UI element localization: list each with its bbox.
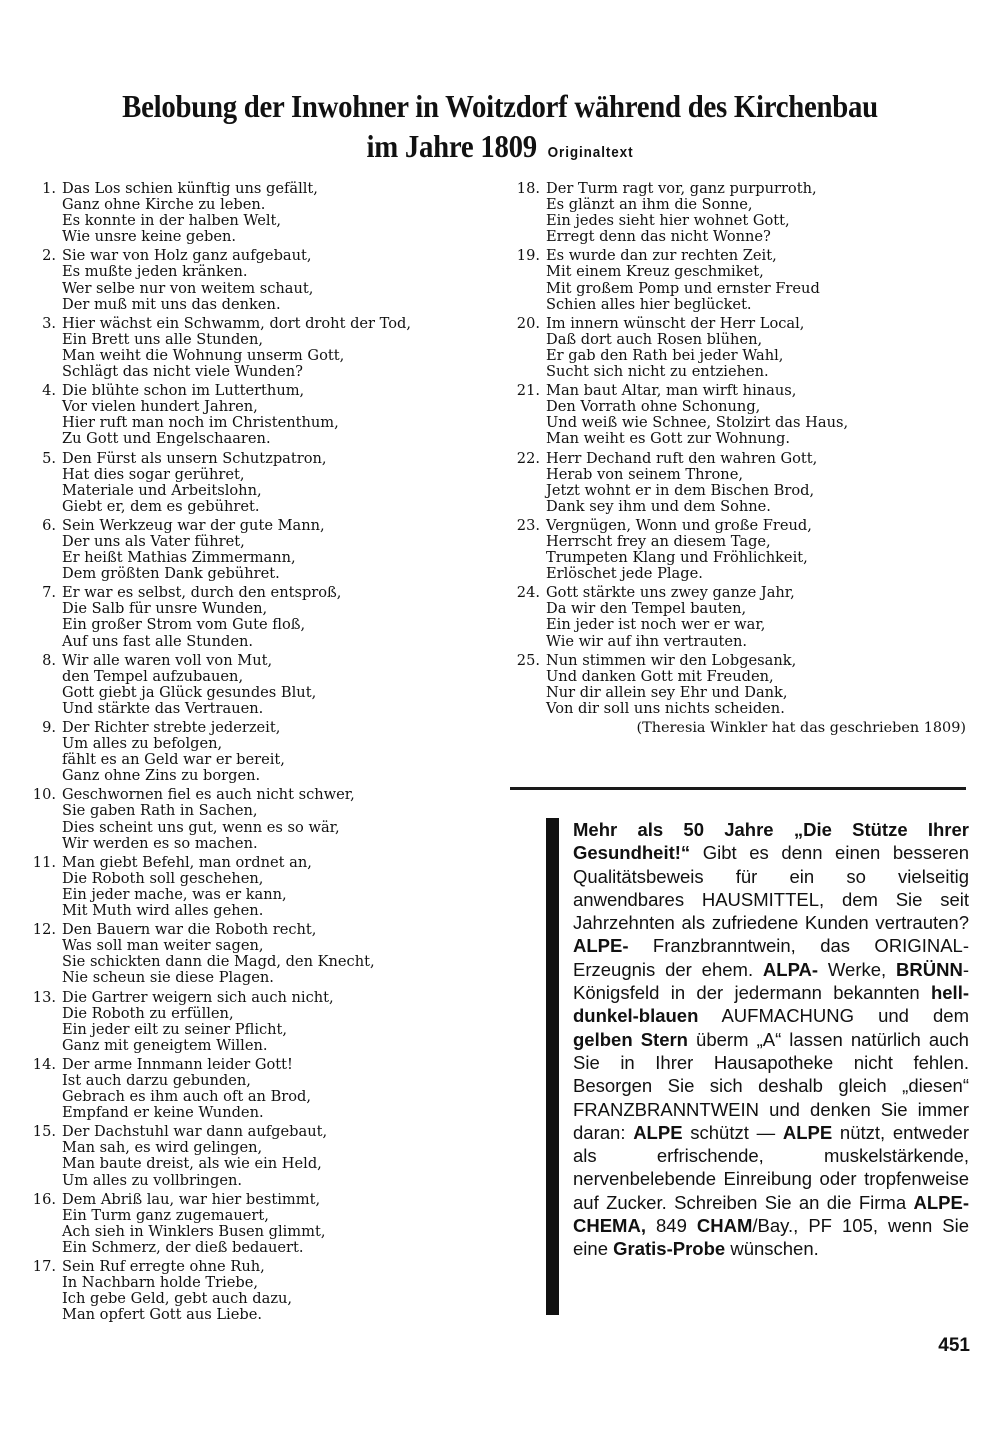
verse-line: Vor vielen hundert Jahren, <box>62 398 258 416</box>
verse-line: Was soll man weiter sagen, <box>62 937 264 955</box>
ad-bold-segment: CHAM <box>696 1215 753 1237</box>
verse-line: Sein Ruf erregte ohne Ruh, <box>62 1258 265 1275</box>
stanza-lines <box>62 1057 492 1121</box>
verse-line: Den Fürst als unsern Schutzpatron, <box>62 449 327 467</box>
stanza-number: 5. <box>42 449 56 467</box>
verse-line: Herrscht frey an diesem Tage, <box>546 532 771 550</box>
stanza-number: 19. <box>516 247 540 265</box>
stanza-number: 4. <box>42 382 56 400</box>
verse-line: Ein Turm ganz zugemauert, <box>62 1206 269 1224</box>
stanza <box>22 451 492 515</box>
stanza-number: 10. <box>32 786 56 804</box>
stanza <box>22 990 492 1054</box>
verse-line: Hier ruft man noch im Christenthum, <box>62 414 339 432</box>
stanza-number: 12. <box>32 921 56 939</box>
stanza-lines <box>62 1259 492 1323</box>
verse-line: Trumpeten Klang und Fröhlichkeit, <box>546 549 808 567</box>
verse-line: Die Salb für unsre Wunden, <box>62 600 268 618</box>
verse-line: Giebt er, dem es gebühret. <box>62 497 260 515</box>
ad-text-segment: 849 <box>645 1215 697 1237</box>
stanza-number: 6. <box>42 516 56 534</box>
stanza-number: 3. <box>42 314 56 332</box>
verse-line: Man baut Altar, man wirft hinaus, <box>546 382 797 400</box>
stanza-number: 1. <box>42 180 56 197</box>
ad-bold-segment: hell-dunkel-blauen <box>573 982 969 1027</box>
stanza-lines <box>62 248 492 312</box>
stanza <box>22 922 492 986</box>
verse-line: Auf uns fast alle Stunden. <box>62 632 253 650</box>
verse-line: Man baute dreist, als wie ein Held, <box>62 1155 322 1173</box>
verse-line: Man sah, es wird gelingen, <box>62 1139 263 1157</box>
verse-line: Die Gartrer weigern sich auch nicht, <box>62 988 334 1006</box>
verse-line: Erlöschet jede Plage. <box>546 565 703 583</box>
stanza <box>506 451 970 515</box>
verse-line: Es wurde dan zur rechten Zeit, <box>546 247 777 265</box>
stanza-number: 8. <box>42 651 56 669</box>
verse-line: Der muß mit uns das denken. <box>62 295 281 313</box>
stanza <box>22 181 492 245</box>
verse-line: Der uns als Vater führet, <box>62 532 245 550</box>
stanza <box>506 383 970 447</box>
verse-line: Ein großer Strom vom Gute floß, <box>62 616 306 634</box>
stanza-lines <box>62 518 492 582</box>
verse-line: Die blühte schon im Lutterthum, <box>62 382 305 400</box>
verse-line: Nur dir allein sey Ehr und Dank, <box>546 683 788 701</box>
stanza-number: 13. <box>32 988 56 1006</box>
stanza-lines <box>62 181 492 245</box>
verse-line: Schlägt das nicht viele Wunden? <box>62 363 303 381</box>
stanza <box>22 383 492 447</box>
stanza-number: 11. <box>32 853 56 871</box>
stanza-number: 14. <box>32 1055 56 1073</box>
stanza-lines <box>546 518 970 582</box>
stanza-lines <box>546 181 970 245</box>
stanza-lines <box>62 990 492 1054</box>
stanza-lines <box>546 316 970 380</box>
poem-column-right <box>506 181 970 736</box>
verse-line: Es konnte in der halben Welt, <box>62 212 282 230</box>
verse-line: Ganz ohne Zins zu borgen. <box>62 767 261 785</box>
stanza-number: 15. <box>32 1123 56 1141</box>
stanza <box>22 248 492 312</box>
stanza <box>22 720 492 784</box>
page-title <box>50 86 950 173</box>
stanza-lines <box>546 248 970 312</box>
verse-line: Die Roboth zu erfüllen, <box>62 1004 234 1022</box>
stanza <box>506 518 970 582</box>
stanza-lines <box>62 1192 492 1256</box>
verse-line: Ein Brett uns alle Stunden, <box>62 330 263 348</box>
stanza-lines <box>62 585 492 649</box>
verse-line: Ein jeder mache, was er kann, <box>62 885 287 903</box>
verse-line: Man giebt Befehl, man ordnet an, <box>62 853 312 871</box>
verse-line: Wie wir auf ihn vertrauten. <box>546 632 748 650</box>
ad-text-segment: Gibt es denn einen besseren Qualitätsbeweis für ein so vielseitig anwendbares HAUSMITTEL, dem Sie seit Jahrzehnten als zufriedene Kunden vertrauten? <box>573 842 969 934</box>
stanza-lines <box>62 1124 492 1188</box>
ad-side-bar <box>546 818 559 1315</box>
verse-line: Hat dies sogar gerühret, <box>62 465 245 483</box>
stanza <box>22 787 492 851</box>
stanza <box>22 1259 492 1323</box>
stanza-lines <box>546 383 970 447</box>
stanza-lines <box>62 855 492 919</box>
stanza-number: 25. <box>516 651 540 669</box>
verse-line: Ein Schmerz, der dieß bedauert. <box>62 1238 304 1256</box>
ad-text-segment: nützt, entweder als erfrischende, muskelstärkende, nervenbelebende Einreibung oder tropfenweise auf Zucker. Schreiben Sie an die Firma <box>573 1121 969 1213</box>
ad-text-segment: überm „A“ lassen natürlich auch Sie in Ihrer Hausapotheke nicht fehlen. Besorgen Sie sich deshalb gleich „diesen“ FRANZBRANNTWEIN und denken Sie immer daran: <box>573 1028 969 1143</box>
verse-line: Den Bauern war die Roboth recht, <box>62 921 317 939</box>
verse-line: Hier wächst ein Schwamm, dort droht der Tod, <box>62 314 412 332</box>
verse-line: Mit großem Pomp und ernster Freud <box>546 279 820 297</box>
ad-text-segment: AUFMACHUNG und dem <box>698 1005 969 1027</box>
verse-line: Da wir den Tempel bauten, <box>546 600 747 618</box>
stanza-number: 23. <box>516 516 540 534</box>
stanza <box>22 585 492 649</box>
ad-text-segment: /Bay., PF 105, wenn Sie eine <box>573 1215 969 1260</box>
verse-line: den Tempel aufzubauen, <box>62 667 244 685</box>
stanza <box>22 518 492 582</box>
verse-line: Dank sey ihm und dem Sohne. <box>546 497 771 515</box>
verse-line: Nie scheun sie diese Plagen. <box>62 969 274 987</box>
stanza <box>22 1057 492 1121</box>
stanza-number: 20. <box>516 314 540 332</box>
verse-line: Man opfert Gott aus Liebe. <box>62 1306 262 1324</box>
verse-line: Um alles zu befolgen, <box>62 735 223 753</box>
poem-column-left <box>22 181 492 1326</box>
stanza-number: 22. <box>516 449 540 467</box>
stanza-lines <box>62 451 492 515</box>
stanza <box>506 181 970 245</box>
stanza-number: 21. <box>516 382 540 400</box>
stanza <box>22 1124 492 1188</box>
stanza-number: 9. <box>42 719 56 736</box>
stanza-lines <box>62 720 492 784</box>
verse-line: Man weiht es Gott zur Wohnung. <box>546 430 791 448</box>
verse-line: Von dir soll uns nichts scheiden. <box>546 699 785 717</box>
advertisement-box <box>546 818 970 1315</box>
ad-text-segment: schützt — <box>682 1121 783 1143</box>
ad-bold-segment: ALPE <box>782 1121 833 1143</box>
verse-line: Sie war von Holz ganz aufgebaut, <box>62 247 312 265</box>
verse-line: Zu Gott und Engelschaaren. <box>62 430 271 448</box>
verse-line: Und stärkte das Vertrauen. <box>62 699 264 717</box>
verse-line: Es mußte jeden kränken. <box>62 263 248 281</box>
title-line-2: im Jahre 1809 <box>366 128 537 164</box>
stanza-lines <box>546 653 970 717</box>
ad-bold-segment: ALPE- <box>573 935 629 957</box>
verse-line: Herr Dechand ruft den wahren Gott, <box>546 449 818 467</box>
stanza-number: 18. <box>516 180 540 197</box>
verse-line: Wer selbe nur von weitem schaut, <box>62 279 314 297</box>
ad-text-segment: wünschen. <box>725 1238 819 1260</box>
ad-text-segment: Franzbranntwein, das ORIGINAL-Erzeugnis der ehem. <box>573 935 969 980</box>
verse-line: Ich gebe Geld, gebt auch dazu, <box>62 1290 293 1308</box>
verse-line: Der Dachstuhl war dann aufgebaut, <box>62 1123 328 1141</box>
verse-line: Wir werden es so machen. <box>62 834 258 852</box>
stanza <box>506 248 970 312</box>
verse-line: Wir alle waren voll von Mut, <box>62 651 273 669</box>
verse-line: Man weiht die Wohnung unserm Gott, <box>62 346 345 364</box>
verse-line: Sie gaben Rath in Sachen, <box>62 802 258 820</box>
stanza <box>506 585 970 649</box>
verse-line: Dem größten Dank gebühret. <box>62 565 280 583</box>
verse-line: Ist auch darzu gebunden, <box>62 1071 251 1089</box>
stanza-lines <box>62 383 492 447</box>
stanza-number: 17. <box>32 1258 56 1275</box>
verse-line: Ein jeder eilt zu seiner Pflicht, <box>62 1020 288 1038</box>
verse-line: Den Vorrath ohne Schonung, <box>546 398 761 416</box>
verse-line: Gebrach es ihm auch oft an Brod, <box>62 1088 312 1106</box>
verse-line: Materiale und Arbeitslohn, <box>62 481 262 499</box>
stanza <box>22 1192 492 1256</box>
verse-line: Ach sieh in Winklers Busen glimmt, <box>62 1222 326 1240</box>
verse-line: Vergnügen, Wonn und große Freud, <box>546 516 812 534</box>
verse-line: Um alles zu vollbringen. <box>62 1171 243 1189</box>
verse-line: fählt es an Geld war er bereit, <box>62 751 285 769</box>
verse-line: Ein jeder ist noch wer er war, <box>546 616 766 634</box>
ad-bold-segment: Mehr als 50 Jahre „Die Stütze Ihrer Gesundheit!“ <box>573 819 969 864</box>
verse-line: Schien alles hier beglücket. <box>546 295 752 313</box>
page-number: 451 <box>938 1335 970 1356</box>
verse-line: Im innern wünscht der Herr Local, <box>546 314 805 332</box>
title-line-1: Belobung der Inwohner in Woitzdorf während des Kirchenbau <box>122 88 878 124</box>
verse-line: Mit Muth wird alles gehen. <box>62 902 264 920</box>
verse-line: Der arme Innmann leider Gott! <box>62 1055 293 1073</box>
stanza <box>22 316 492 380</box>
verse-line: Es glänzt an ihm die Sonne, <box>546 196 753 214</box>
verse-line: Herab von seinem Throne, <box>546 465 743 483</box>
stanza <box>506 316 970 380</box>
verse-line: Ganz ohne Kirche zu leben. <box>62 196 266 214</box>
verse-line: Ein jedes sieht hier wohnet Gott, <box>546 212 790 230</box>
verse-line: Und danken Gott mit Freuden, <box>546 667 774 685</box>
verse-line: Das Los schien künftig uns gefällt, <box>62 180 318 197</box>
stanza-lines <box>62 922 492 986</box>
ad-text-segment: -Königsfeld in der jedermann bekannten <box>573 958 969 1004</box>
title-line-2-wrap <box>50 126 950 173</box>
verse-line: Der Richter strebte jederzeit, <box>62 719 281 736</box>
verse-line: In Nachbarn holde Triebe, <box>62 1274 259 1292</box>
stanza-lines <box>62 316 492 380</box>
verse-line: Jetzt wohnt er in dem Bischen Brod, <box>546 481 815 499</box>
stanza-number: 24. <box>516 584 540 602</box>
verse-line: Gott stärkte uns zwey ganze Jahr, <box>546 584 795 602</box>
verse-line: Dies scheint uns gut, wenn es so wär, <box>62 818 340 836</box>
verse-line: Geschwornen fiel es auch nicht schwer, <box>62 786 355 804</box>
stanza <box>506 653 970 717</box>
verse-line: Nun stimmen wir den Lobgesank, <box>546 651 797 669</box>
verse-line: Daß dort auch Rosen blühen, <box>546 330 763 348</box>
ad-text-segment: Werke, <box>818 958 897 980</box>
verse-line: Er gab den Rath bei jeder Wahl, <box>546 346 784 364</box>
ad-bold-segment: Gratis-Probe <box>613 1238 726 1260</box>
verse-line: Die Roboth soll geschehen, <box>62 869 264 887</box>
stanza-lines <box>546 585 970 649</box>
stanza-number: 7. <box>42 584 56 602</box>
verse-line: Der Turm ragt vor, ganz purpurroth, <box>546 180 817 197</box>
subtitle: Originaltext <box>547 144 634 161</box>
ad-bold-segment: ALPE <box>633 1121 683 1143</box>
verse-line: Sie schickten dann die Magd, den Knecht, <box>62 953 375 971</box>
horizontal-rule <box>510 787 966 790</box>
verse-line: Empfand er keine Wunden. <box>62 1104 264 1122</box>
verse-line: Dem Abriß lau, war hier bestimmt, <box>62 1190 321 1208</box>
verse-line: Er war es selbst, durch den entsproß, <box>62 584 342 602</box>
verse-line: Wie unsre keine geben. <box>62 228 237 246</box>
stanza-number: 16. <box>32 1190 56 1208</box>
verse-line: Sein Werkzeug war der gute Mann, <box>62 516 325 534</box>
verse-line: Ganz mit geneigtem Willen. <box>62 1036 268 1054</box>
ad-bold-segment: gelben Stern <box>573 1028 688 1050</box>
advertisement-text <box>573 818 969 1261</box>
verse-line: Er heißt Mathias Zimmermann, <box>62 549 296 567</box>
stanza-number: 2. <box>42 247 56 265</box>
verse-line: Und weiß wie Schnee, Stolzirt das Haus, <box>546 414 849 432</box>
signature: (Theresia Winkler hat das geschrieben 1809) <box>636 720 966 736</box>
verse-line: Mit einem Kreuz geschmiket, <box>546 263 764 281</box>
stanza <box>22 653 492 717</box>
verse-line: Sucht sich nicht zu entziehen. <box>546 363 769 381</box>
ad-bold-segment: ALPE-CHEMA, <box>573 1191 969 1237</box>
stanza-lines <box>546 451 970 515</box>
ad-bold-segment: ALPA- <box>762 958 819 980</box>
stanza <box>22 855 492 919</box>
ad-bold-segment: BRÜNN <box>896 958 963 980</box>
verse-line: Erregt denn das nicht Wonne? <box>546 228 771 246</box>
stanza-lines <box>62 653 492 717</box>
verse-line: Gott giebt ja Glück gesundes Blut, <box>62 683 317 701</box>
stanza-lines <box>62 787 492 851</box>
